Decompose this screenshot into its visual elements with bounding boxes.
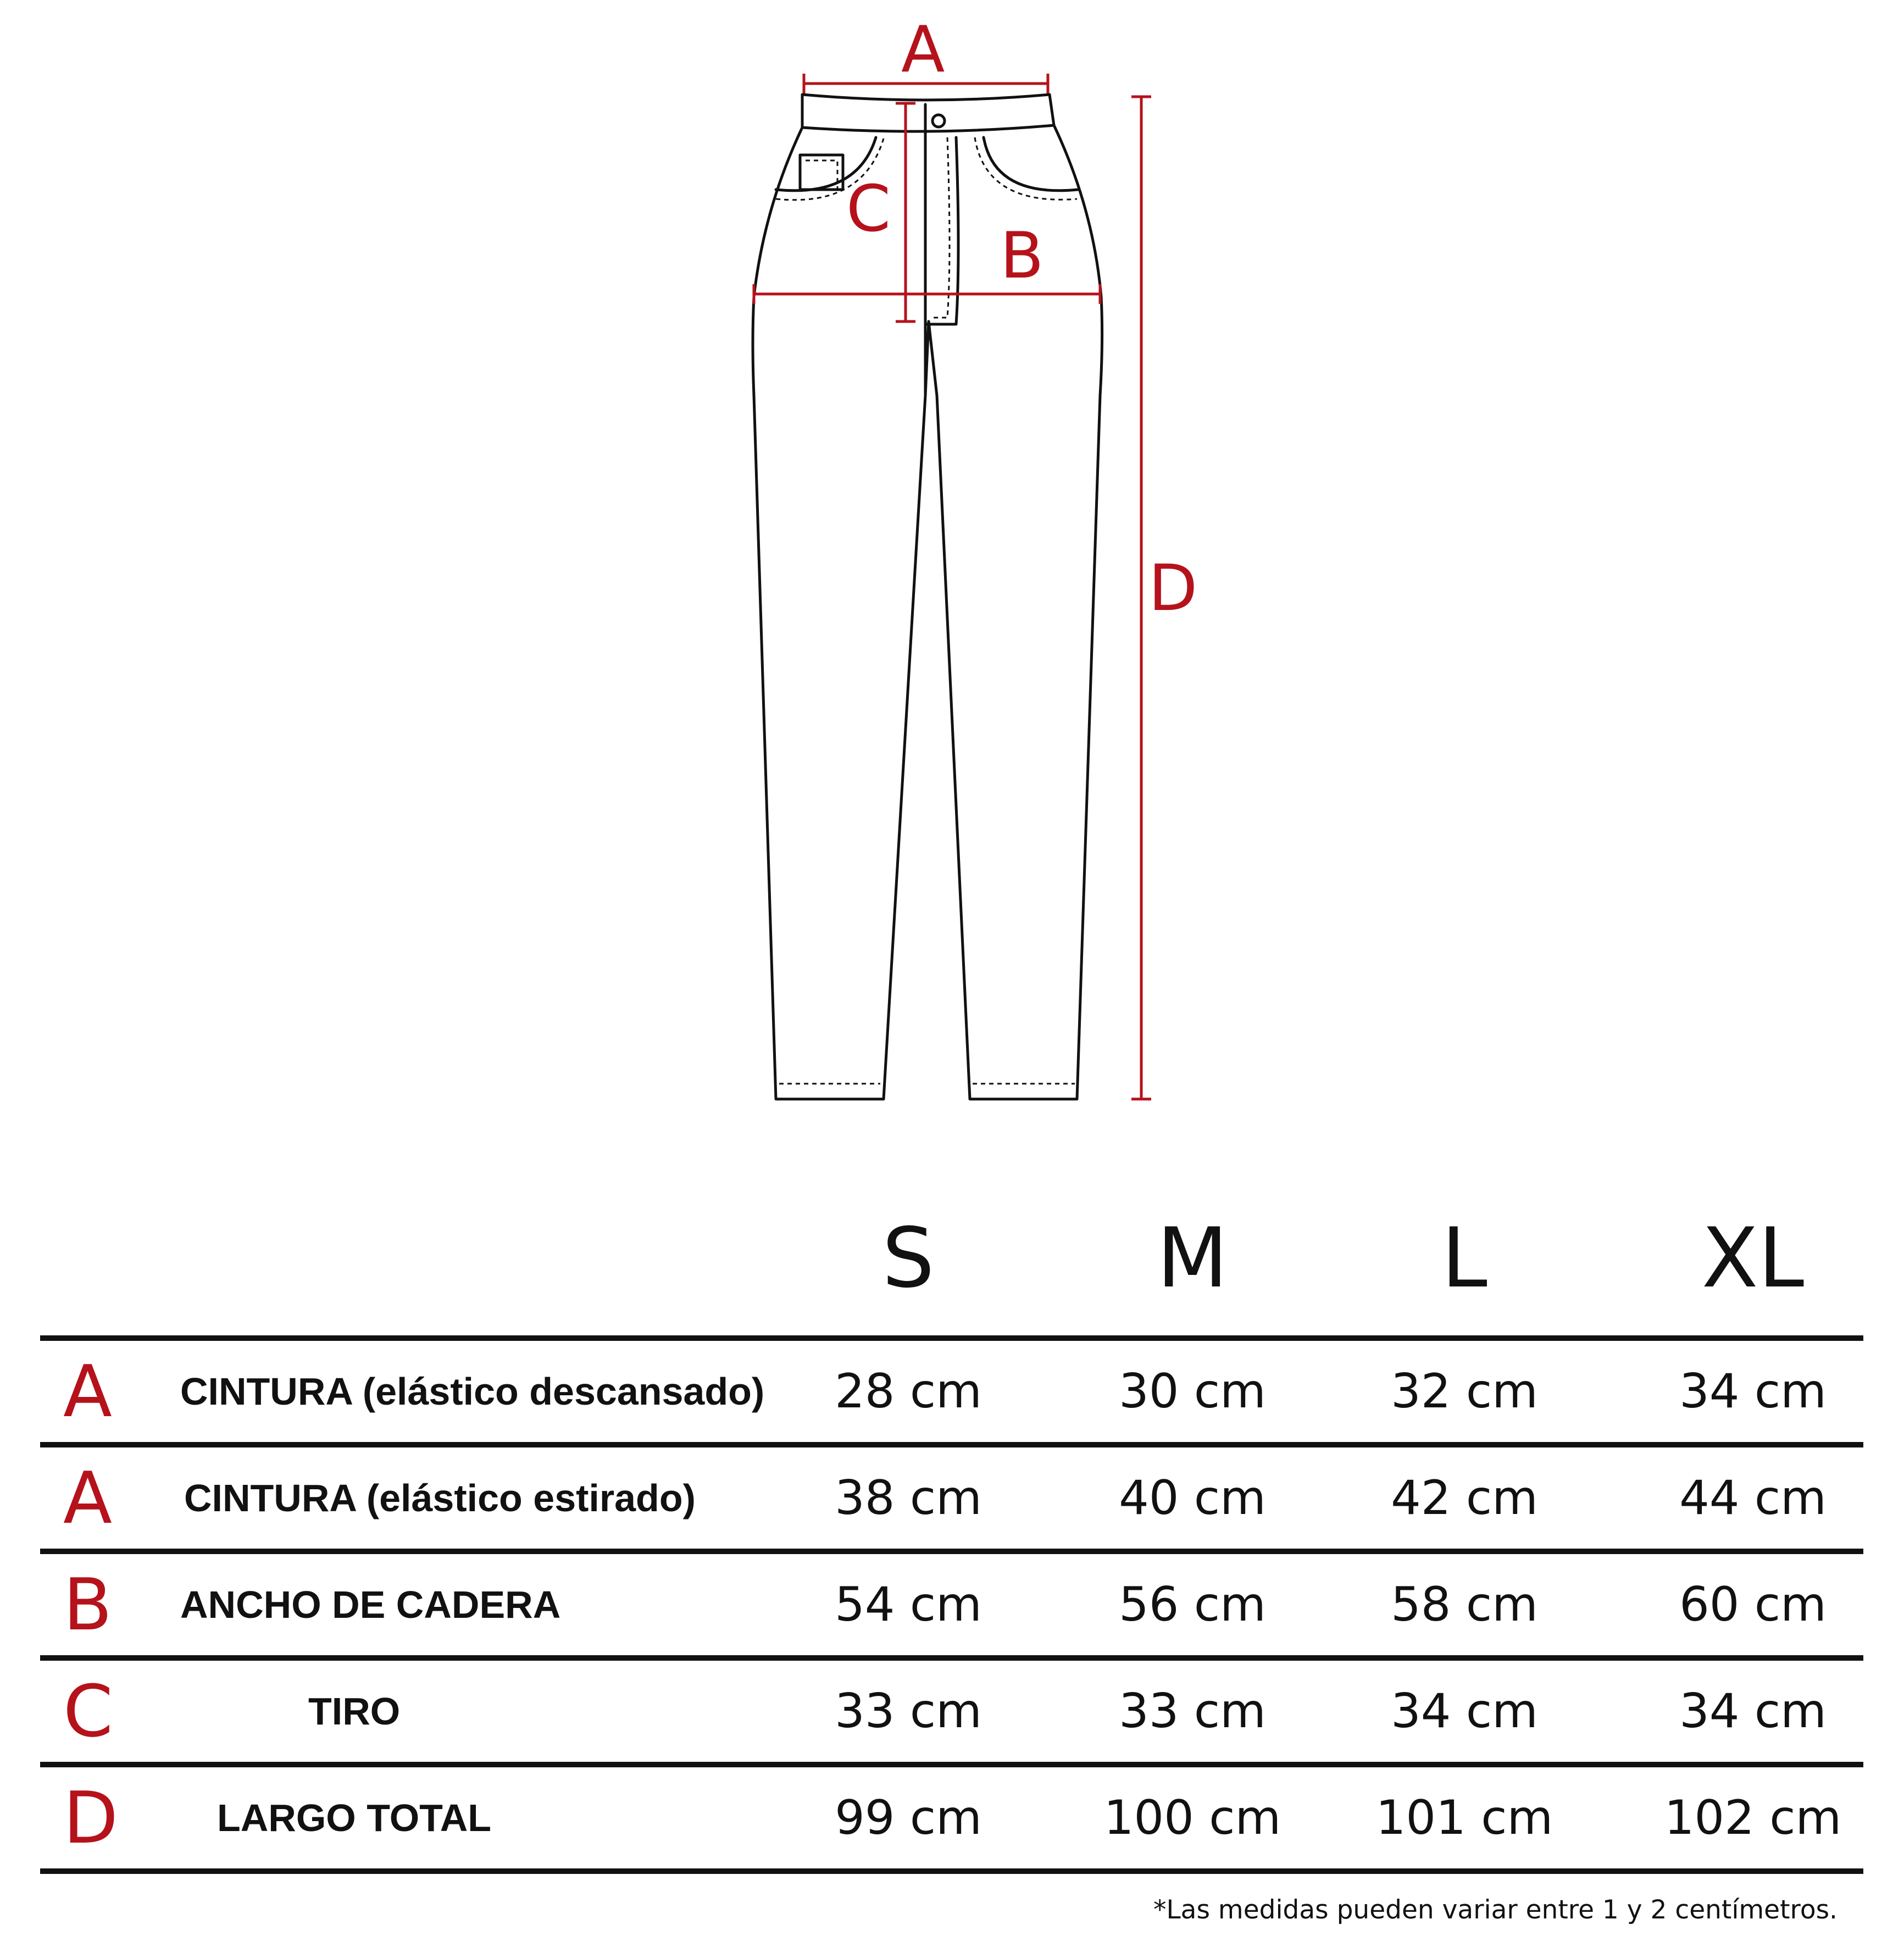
- row-label: CINTURA (elástico descansado): [180, 1370, 765, 1413]
- row-divider: [40, 1762, 1863, 1767]
- cell-s: 99 cm: [835, 1790, 982, 1845]
- cell-s: 38 cm: [835, 1471, 982, 1526]
- size-table: [40, 1203, 1863, 1874]
- size-header-l: L: [1441, 1211, 1487, 1306]
- cell-l: 32 cm: [1391, 1364, 1538, 1419]
- cell-m: 30 cm: [1119, 1364, 1266, 1419]
- cell-xl: 60 cm: [1679, 1577, 1827, 1632]
- row-divider: [40, 1655, 1863, 1661]
- cell-s: 28 cm: [835, 1364, 982, 1419]
- row-letter: A: [63, 1456, 112, 1540]
- row-divider: [40, 1549, 1863, 1554]
- row-label: TIRO: [308, 1690, 401, 1733]
- cell-m: 100 cm: [1103, 1790, 1281, 1845]
- cell-l: 101 cm: [1375, 1790, 1553, 1845]
- row-label: LARGO TOTAL: [217, 1796, 492, 1839]
- cell-l: 42 cm: [1391, 1471, 1538, 1526]
- cell-l: 58 cm: [1391, 1577, 1538, 1632]
- row-divider: [40, 1868, 1863, 1874]
- row-label: ANCHO DE CADERA: [180, 1583, 561, 1626]
- row-letter: C: [63, 1669, 113, 1753]
- cell-l: 34 cm: [1391, 1684, 1538, 1739]
- cell-xl: 102 cm: [1664, 1790, 1842, 1845]
- size-header-m: M: [1157, 1211, 1228, 1306]
- cell-m: 40 cm: [1119, 1471, 1266, 1526]
- cell-xl: 34 cm: [1679, 1364, 1827, 1419]
- table-header-row: [40, 1203, 1863, 1335]
- label-d: D: [1148, 551, 1198, 625]
- row-label: CINTURA (elástico estirado): [184, 1477, 696, 1519]
- label-a: A: [901, 13, 945, 87]
- table-row: [40, 1447, 1863, 1549]
- label-b: B: [1000, 219, 1044, 293]
- size-header-s: S: [882, 1211, 935, 1306]
- size-header-xl: XL: [1701, 1211, 1805, 1306]
- cell-m: 56 cm: [1119, 1577, 1266, 1632]
- row-letter: D: [63, 1776, 119, 1860]
- cell-xl: 44 cm: [1679, 1471, 1827, 1526]
- table-row: [40, 1661, 1863, 1762]
- footnote: *Las medidas pueden variar entre 1 y 2 centímetros.: [1153, 1895, 1838, 1925]
- row-divider: [40, 1335, 1863, 1341]
- row-letter: B: [63, 1563, 113, 1646]
- cell-xl: 34 cm: [1679, 1684, 1827, 1739]
- row-letter: A: [63, 1350, 112, 1433]
- label-c: C: [846, 172, 891, 246]
- jeans-outline: [753, 95, 1102, 1099]
- table-row: [40, 1554, 1863, 1655]
- dimension-lines: [754, 74, 1151, 1099]
- row-divider: [40, 1442, 1863, 1447]
- cell-s: 54 cm: [835, 1577, 982, 1632]
- cell-s: 33 cm: [835, 1684, 982, 1739]
- table-row: [40, 1767, 1863, 1868]
- table-row: [40, 1341, 1863, 1442]
- cell-m: 33 cm: [1119, 1684, 1266, 1739]
